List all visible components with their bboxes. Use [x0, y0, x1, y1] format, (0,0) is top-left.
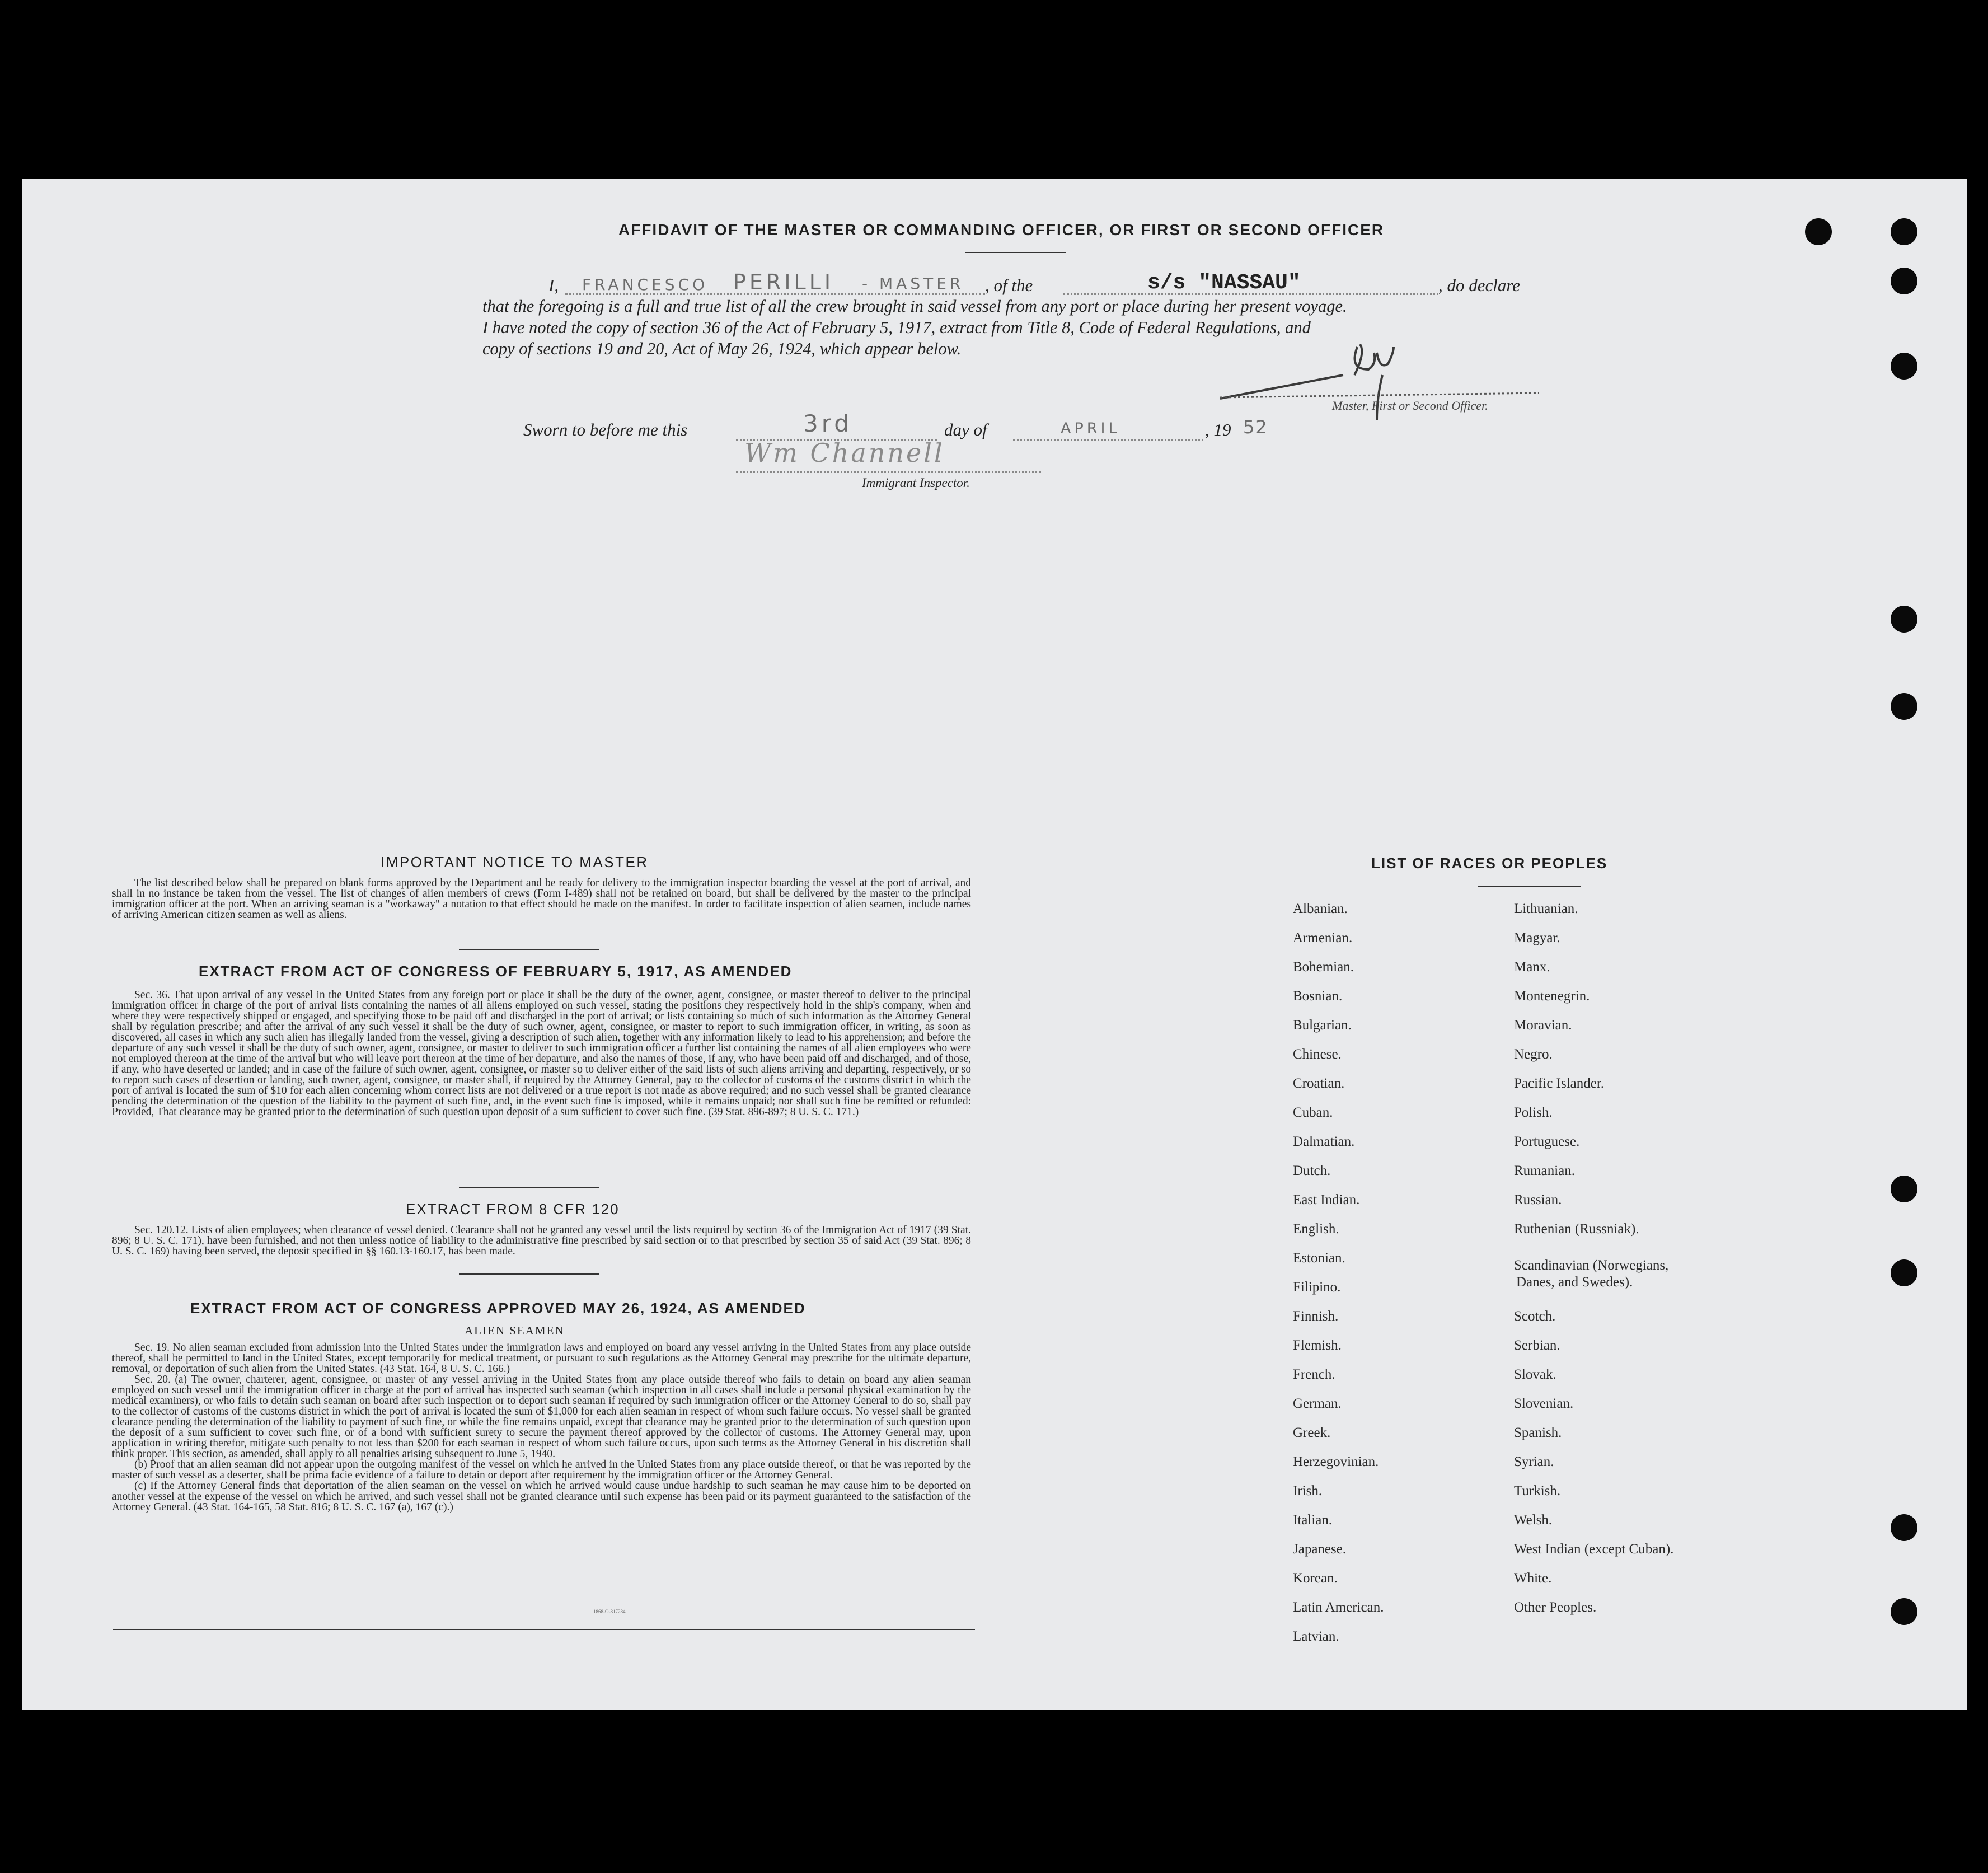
- race-item: English.: [1293, 1221, 1339, 1237]
- race-item: Bosnian.: [1293, 989, 1343, 1004]
- race-item: Other Peoples.: [1514, 1600, 1597, 1615]
- race-item: Spanish.: [1514, 1425, 1562, 1440]
- name-handwritten: FRANCESCO: [582, 275, 709, 294]
- race-item: Russian.: [1514, 1192, 1562, 1207]
- binder-hole-icon: [1891, 1259, 1917, 1286]
- affidavit-line-1: [548, 270, 1573, 297]
- race-item: French.: [1293, 1367, 1335, 1382]
- race-item: Cuban.: [1293, 1105, 1333, 1120]
- race-item: Finnish.: [1293, 1309, 1339, 1324]
- race-item: Bohemian.: [1293, 959, 1354, 975]
- extract-cfr-paragraph: Sec. 120.12. Lists of alien employees; when clearance of vessel denied. Clearance shall not be granted any vessel until the lists required by section 36 of the Immigration Act of 1917 (39 Stat. 896; 8 U. S. C. 171), have been furnished, and not then unless notice of liability to the administrative fine prescribed by said section or to that prescribed by section 35 of said Act (39 Stat. 896; 8 U. S. C. 169) having been served, the deposit specified in §§ 160.13-160.17, has been made.: [112, 1224, 971, 1257]
- month-line: [1013, 439, 1203, 441]
- surname-handwritten: PERILLI: [733, 270, 834, 294]
- sworn-label: Sworn to before me this: [523, 420, 688, 439]
- sec20c-paragraph: (c) If the Attorney General finds that deportation of the alien seaman on the vessel on which he arrived would cause undue hardship to such seaman he may cause him to be deported on another vessel at the expense of the vessel on which he arrived, and such vessel shall not be granted clearance until such expense has been paid or its payment guaranteed to the satisfaction of the Attorney General. (43 Stat. 164-165, 58 Stat. 816; 8 U. S. C. 167 (a), 167 (c).): [112, 1480, 971, 1513]
- race-item: Albanian.: [1293, 901, 1348, 916]
- binder-hole-icon: [1891, 1598, 1917, 1625]
- race-item: Herzegovinian.: [1293, 1454, 1379, 1469]
- race-item: Turkish.: [1514, 1483, 1561, 1499]
- sworn-month: APRIL: [1061, 420, 1120, 437]
- race-item: Negro.: [1514, 1047, 1553, 1062]
- race-item: East Indian.: [1293, 1192, 1360, 1207]
- extract-1917-title: EXTRACT FROM ACT OF CONGRESS OF FEBRUARY 5, 1917, AS AMENDED: [199, 963, 793, 980]
- inspector-signature: Wm Channell: [744, 438, 945, 468]
- race-item: Korean.: [1293, 1571, 1338, 1586]
- race-item: Manx.: [1514, 959, 1550, 975]
- printing-code: 1868-O-817284: [593, 1609, 626, 1614]
- race-item: Slovak.: [1514, 1367, 1556, 1382]
- race-item: Estonian.: [1293, 1251, 1345, 1266]
- inspector-caption: Immigrant Inspector.: [862, 476, 970, 490]
- extract-cfr-divider: [459, 1273, 599, 1275]
- sec20a-paragraph: Sec. 20. (a) The owner, charterer, agent, consignee, or master of any vessel arriving in the United States from any place outside thereof who fails to detain on board any alien seaman employed on such vessel until the immigration officer in charge at the port of arrival has inspected such seaman (which inspection in all cases shall include a personal physical examination by the medical examiners), or who fails to detain such seaman on board after such inspection or to deport such seaman if required by such immigration officer or the Attorney General to do so, shall pay to the collector of customs of the customs district in which the port of arrival is located the sum of $1,000 for each alien seaman in respect of whom such failure occurs. No vessel shall be granted clearance pending the determination of the liability to payment of such fine, or while the fine remains unpaid, except that clearance may be granted prior to the determination of such question upon the deposit of a sum sufficient to cover such fine, or of a bond with sufficient surety to secure the payment thereof approved by the collector of customs. The Attorney General may, upon application in writing therefor, mitigate such penalty to not less than $200 for each seaman in respect of whom such failure occurs, upon such terms as the Attorney General in his discretion shall think proper. This section, as amended, shall apply to all penalties arising subsequent to June 5, 1940.: [112, 1374, 971, 1460]
- binder-hole-icon: [1891, 268, 1917, 294]
- page-bottom-rule: [113, 1629, 975, 1630]
- race-item: Scandinavian (Norwegians,: [1514, 1258, 1669, 1273]
- rank-handwritten: - MASTER: [862, 274, 964, 293]
- race-item: Dalmatian.: [1293, 1134, 1355, 1149]
- title-divider: [965, 252, 1066, 253]
- extract-1924-text: [112, 1342, 971, 1513]
- year-prefix: , 19: [1205, 420, 1231, 439]
- officer-caption: Master, First or Second Officer.: [1332, 399, 1488, 413]
- race-item: Polish.: [1514, 1105, 1553, 1120]
- sec20b-paragraph: (b) Proof that an alien seaman did not appear upon the outgoing manifest of the vessel on which he arrived in the United States from any place outside thereof, or that he was reported by the master of such vessel as a deserter, shall be prima facie evidence of a failure to detain or deport after requirement by the immigration officer or the Attorney General.: [112, 1459, 971, 1481]
- race-item: Italian.: [1293, 1513, 1333, 1528]
- notice-text: [112, 878, 971, 920]
- binder-hole-icon: [1891, 606, 1917, 633]
- extract-cfr-text: [112, 1225, 971, 1257]
- race-item: Bulgarian.: [1293, 1018, 1352, 1033]
- race-item: Irish.: [1293, 1483, 1323, 1499]
- notice-title: IMPORTANT NOTICE TO MASTER: [381, 854, 649, 870]
- notice-paragraph: The list described below shall be prepared on blank forms approved by the Department and be ready for delivery to the immigration inspector boarding the vessel at the port of arrival, and shall in no instance be taken from the vessel. The list of changes of alien members of crews (Form I-489) shall not be retained on board, but shall be delivered by the master to the principal immigration officer at the port. When an arriving seaman is a "workaway" a notation to that effect should be made on the manifest. In order to facilitate inspection of alien seamen, include names of arriving American citizen seamen as well as aliens.: [112, 877, 971, 921]
- do-declare-label: , do declare: [1438, 275, 1521, 295]
- race-item: Dutch.: [1293, 1163, 1331, 1178]
- race-item: Croatian.: [1293, 1076, 1345, 1091]
- race-item: Portuguese.: [1514, 1134, 1580, 1149]
- inspector-line: [736, 471, 1041, 473]
- affidavit-title: AFFIDAVIT OF THE MASTER OR COMMANDING OFFICER, OR FIRST OR SECOND OFFICER: [618, 221, 1385, 238]
- year-suffix: 52: [1243, 416, 1268, 438]
- notice-divider: [459, 949, 599, 950]
- of-the-label: , of the: [985, 275, 1033, 295]
- binder-hole-icon: [1891, 353, 1917, 380]
- extract-cfr-title: EXTRACT FROM 8 CFR 120: [406, 1201, 620, 1218]
- sworn-day: 3rd: [803, 410, 852, 437]
- race-item: Syrian.: [1514, 1454, 1554, 1469]
- race-item: Pacific Islander.: [1514, 1076, 1605, 1091]
- binder-hole-icon: [1891, 1514, 1917, 1541]
- race-item: Filipino.: [1293, 1280, 1341, 1295]
- race-item: German.: [1293, 1396, 1342, 1411]
- binder-hole-icon: [1805, 218, 1832, 245]
- race-item: West Indian (except Cuban).: [1514, 1542, 1674, 1557]
- extract-1917-paragraph: Sec. 36. That upon arrival of any vessel in the United States from any foreign port or place it shall be the duty of the owner, agent, consignee, or master thereof to deliver to the principal immigration officer in charge of the port of arrival lists containing the names of all aliens employed on such vessel, stating the positions they respectively hold in the ship's company, when and where they were respectively shipped or engaged, and specifying those to be paid off and discharged in the port of arrival; or lists containing so much of such information as the Attorney General shall by regulation prescribe; and after the arrival of any such vessel it shall be the duty of such owner, agent, consignee, or master to report to such immigration officer, in writing, as soon as discovered, all cases in which any such alien has illegally landed from the vessel, giving a description of such alien, together with any information likely to lead to his apprehension; and before the departure of any such vessel it shall be the duty of such owner, agent, consignee, or master to deliver to such immigration officer a further list containing the names of all alien employees who were not employed thereon at the time of the arrival but who will leave port thereon at the time of her departure, and also the names of those, if any, who have been paid off and discharged, and of those, if any, who have deserted or landed; and in case of the failure of such owner, agent, consignee, or master so to deliver either of the said lists of such aliens arriving and departing, respectively, or so to report such cases of desertion or landing, such owner, agent, consignee, or master shall, if required by the Attorney General, pay to the collector of customs of the customs district in which the port of arrival is located the sum of $10 for each alien concerning whom correct lists are not delivered or a true report is not made as above required; and no such vessel shall be granted clearance pending the determination of the question of the liability to the payment of such fine, and, in the event such fine is imposed, while it remains unpaid; nor shall such fine be remitted or refunded: Provided, That clearance may be granted prior to the determination of such question upon deposit of a sum sufficient to cover such fine. (39 Stat. 896-897; 8 U. S. C. 171.): [112, 989, 971, 1118]
- race-item: Latvian.: [1293, 1629, 1339, 1644]
- race-item: Greek.: [1293, 1425, 1331, 1440]
- race-item: Scotch.: [1514, 1309, 1556, 1324]
- race-item: Magyar.: [1514, 930, 1560, 945]
- binder-hole-icon: [1891, 218, 1917, 245]
- race-item: Lithuanian.: [1514, 901, 1578, 916]
- race-item: White.: [1514, 1571, 1552, 1586]
- race-item: Welsh.: [1514, 1513, 1553, 1528]
- binder-hole-icon: [1891, 693, 1917, 720]
- race-item: Latin American.: [1293, 1600, 1384, 1615]
- race-item: Flemish.: [1293, 1338, 1342, 1353]
- affidavit-line-3: I have noted the copy of section 36 of the Act of February 5, 1917, extract from Title 8, Code of Federal Regulations, and: [482, 318, 1311, 337]
- race-item: Armenian.: [1293, 930, 1353, 945]
- race-item: Chinese.: [1293, 1047, 1342, 1062]
- race-item: Danes, and Swedes).: [1516, 1275, 1633, 1290]
- extract-1917-divider: [459, 1187, 599, 1188]
- race-item: Japanese.: [1293, 1542, 1347, 1557]
- race-item: Slovenian.: [1514, 1396, 1574, 1411]
- vessel-name: s/s "NASSAU": [1147, 271, 1301, 295]
- day-of-label: day of: [944, 420, 987, 439]
- races-divider: [1478, 886, 1581, 887]
- binder-hole-icon: [1891, 1176, 1917, 1202]
- race-item: Rumanian.: [1514, 1163, 1576, 1178]
- race-item: Moravian.: [1514, 1018, 1572, 1033]
- extract-1924-title: EXTRACT FROM ACT OF CONGRESS APPROVED MAY 26, 1924, AS AMENDED: [190, 1300, 806, 1317]
- affidavit-line-4: copy of sections 19 and 20, Act of May 26, 1924, which appear below.: [482, 339, 962, 358]
- document-page: [22, 179, 1967, 1710]
- extract-1917-text: [112, 990, 971, 1117]
- race-item: Montenegrin.: [1514, 989, 1590, 1004]
- race-item: Ruthenian (Russniak).: [1514, 1221, 1639, 1237]
- i-label: I,: [548, 275, 559, 295]
- affidavit-line-2: that the foregoing is a full and true list of all the crew brought in said vessel from any port or place during her present voyage.: [482, 297, 1347, 316]
- races-left-column: [1293, 901, 1506, 1646]
- races-right-column: [1514, 901, 1805, 1629]
- sec19-paragraph: Sec. 19. No alien seaman excluded from admission into the United States under the immigration laws and employed on board any vessel arriving in the United States from any place outside thereof, shall be permitted to land in the United States, except temporarily for medical treatment, or pursuant to such regulations as the Attorney General may prescribe for the ultimate departure, removal, or deportation of such alien from the United States. (43 Stat. 164, 8 U. S. C. 166.): [112, 1342, 971, 1375]
- extract-1924-subtitle: ALIEN SEAMEN: [465, 1324, 565, 1337]
- race-item: Serbian.: [1514, 1338, 1560, 1353]
- races-title: LIST OF RACES OR PEOPLES: [1371, 855, 1608, 872]
